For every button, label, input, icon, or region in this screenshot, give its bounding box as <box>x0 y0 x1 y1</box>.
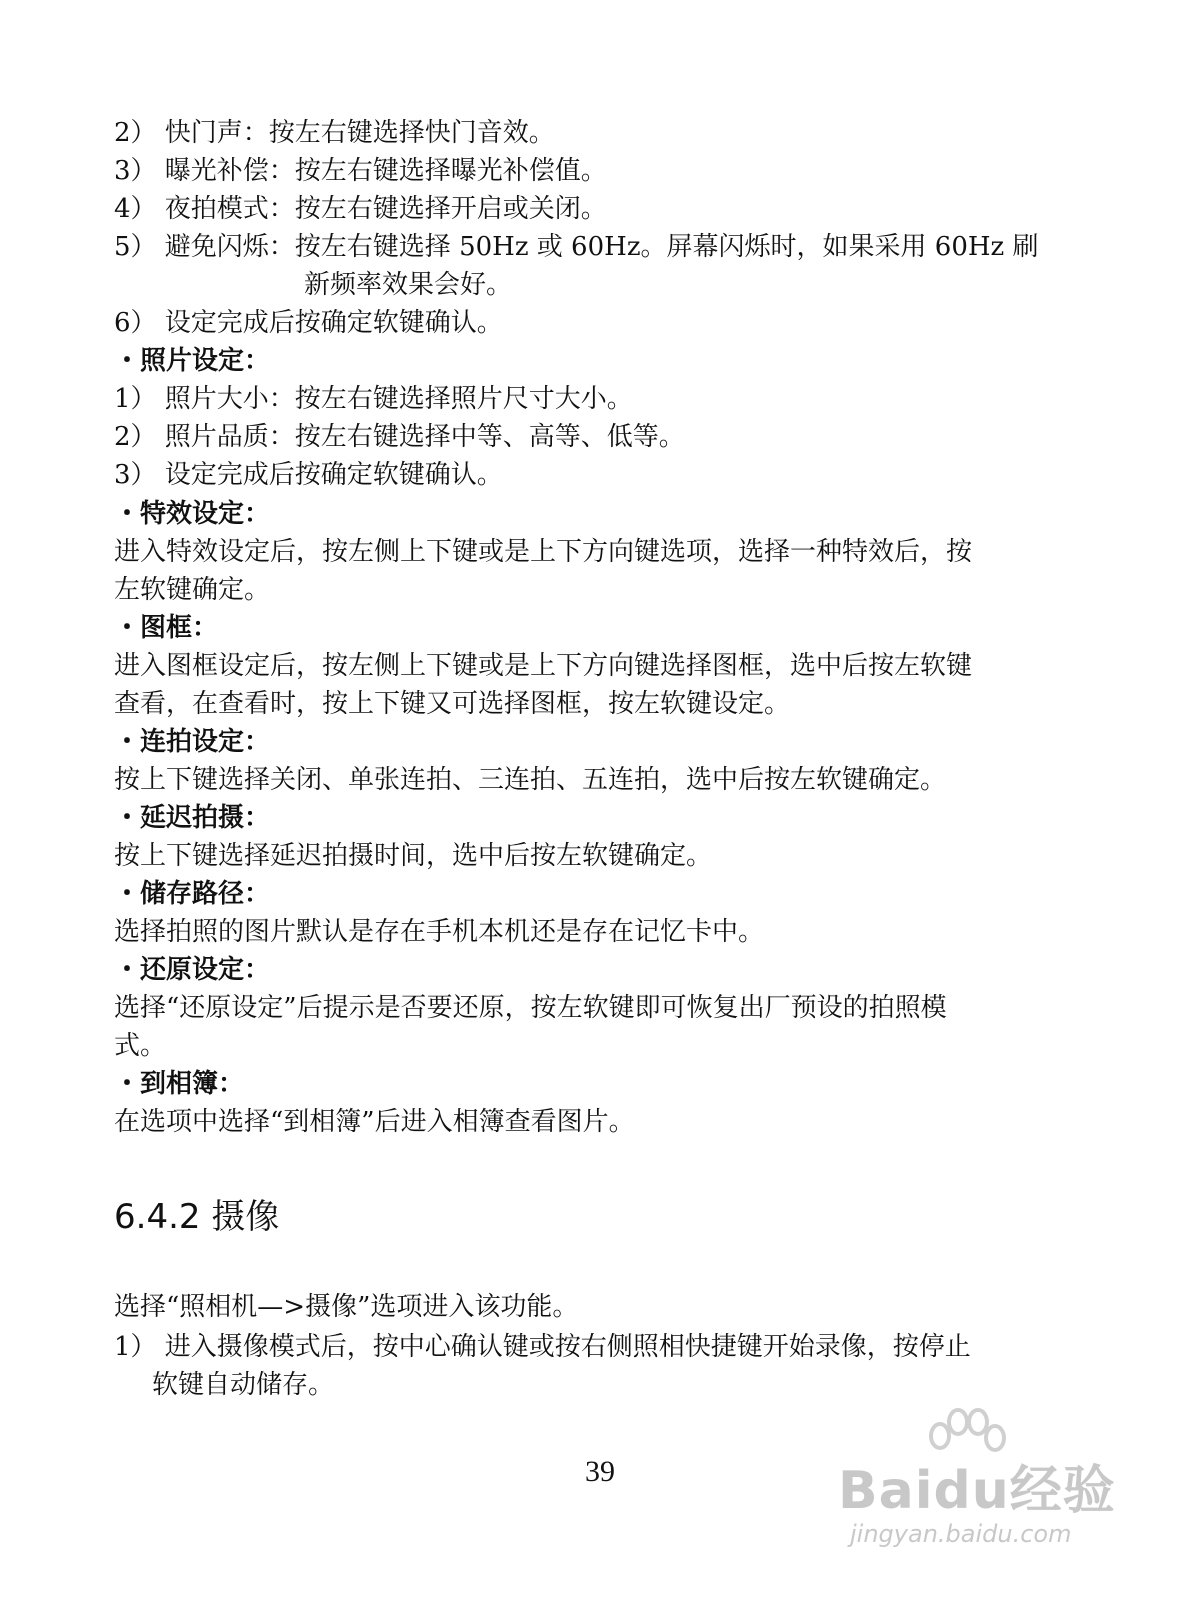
list-item: 6） 设定完成后按确定软键确认。 <box>114 308 503 338</box>
list-item-continuation: 软键自动储存。 <box>152 1370 335 1400</box>
list-item: 1） 照片大小：按左右键选择照片尺寸大小。 <box>114 384 633 414</box>
list-item: 3） 设定完成后按确定软键确认。 <box>114 460 503 490</box>
paragraph-line: 选择拍照的图片默认是存在手机本机还是存在记忆卡中。 <box>114 917 765 947</box>
section-heading: ・储存路径： <box>114 879 271 909</box>
list-item: 2） 照片品质：按左右键选择中等、高等、低等。 <box>114 422 685 452</box>
chapter-heading: 6.4.2 摄像 <box>114 1197 280 1237</box>
watermark-logo: Baidu经验 <box>838 1461 1116 1521</box>
section-heading: ・照片设定： <box>114 346 271 376</box>
watermark-url: jingyan.baidu.com <box>850 1520 1072 1548</box>
paragraph-line: 左软键确定。 <box>114 575 271 605</box>
section-heading: ・到相簿： <box>114 1069 245 1099</box>
section-heading: ・延迟拍摄： <box>114 803 271 833</box>
list-item: 5） 避免闪烁：按左右键选择 50Hz 或 60Hz。屏幕闪烁时，如果采用 60Hz 刷 <box>114 232 1039 262</box>
section-heading: ・连拍设定： <box>114 727 271 757</box>
section-heading: ・还原设定： <box>114 955 271 985</box>
paragraph-line: 选择“照相机—>摄像”选项进入该功能。 <box>114 1292 579 1322</box>
page-number: 39 <box>585 1455 615 1488</box>
list-item: 1） 进入摄像模式后，按中心确认键或按右侧照相快捷键开始录像，按停止 <box>114 1332 971 1362</box>
paragraph-line: 按上下键选择延迟拍摄时间，选中后按左软键确定。 <box>114 841 713 871</box>
paragraph-line: 选择“还原设定”后提示是否要还原，按左软键即可恢复出厂预设的拍照模 <box>114 993 947 1023</box>
section-heading: ・图框： <box>114 613 219 643</box>
section-heading: ・特效设定： <box>114 499 271 529</box>
list-item: 4） 夜拍模式：按左右键选择开启或关闭。 <box>114 194 607 224</box>
list-item: 2） 快门声：按左右键选择快门音效。 <box>114 118 555 148</box>
paragraph-line: 进入特效设定后，按左侧上下键或是上下方向键选项，选择一种特效后，按 <box>114 537 973 567</box>
paragraph-line: 按上下键选择关闭、单张连拍、三连拍、五连拍，选中后按左软键确定。 <box>114 765 947 795</box>
paragraph-line: 式。 <box>114 1031 167 1061</box>
paragraph-line: 进入图框设定后，按左侧上下键或是上下方向键选择图框，选中后按左软键 <box>114 651 973 681</box>
list-item: 3） 曝光补偿：按左右键选择曝光补偿值。 <box>114 156 607 186</box>
paragraph-line: 在选项中选择“到相簿”后进入相簿查看图片。 <box>114 1107 635 1137</box>
list-item-continuation: 新频率效果会好。 <box>304 270 513 300</box>
paragraph-line: 查看，在查看时，按上下键又可选择图框，按左软键设定。 <box>114 689 791 719</box>
